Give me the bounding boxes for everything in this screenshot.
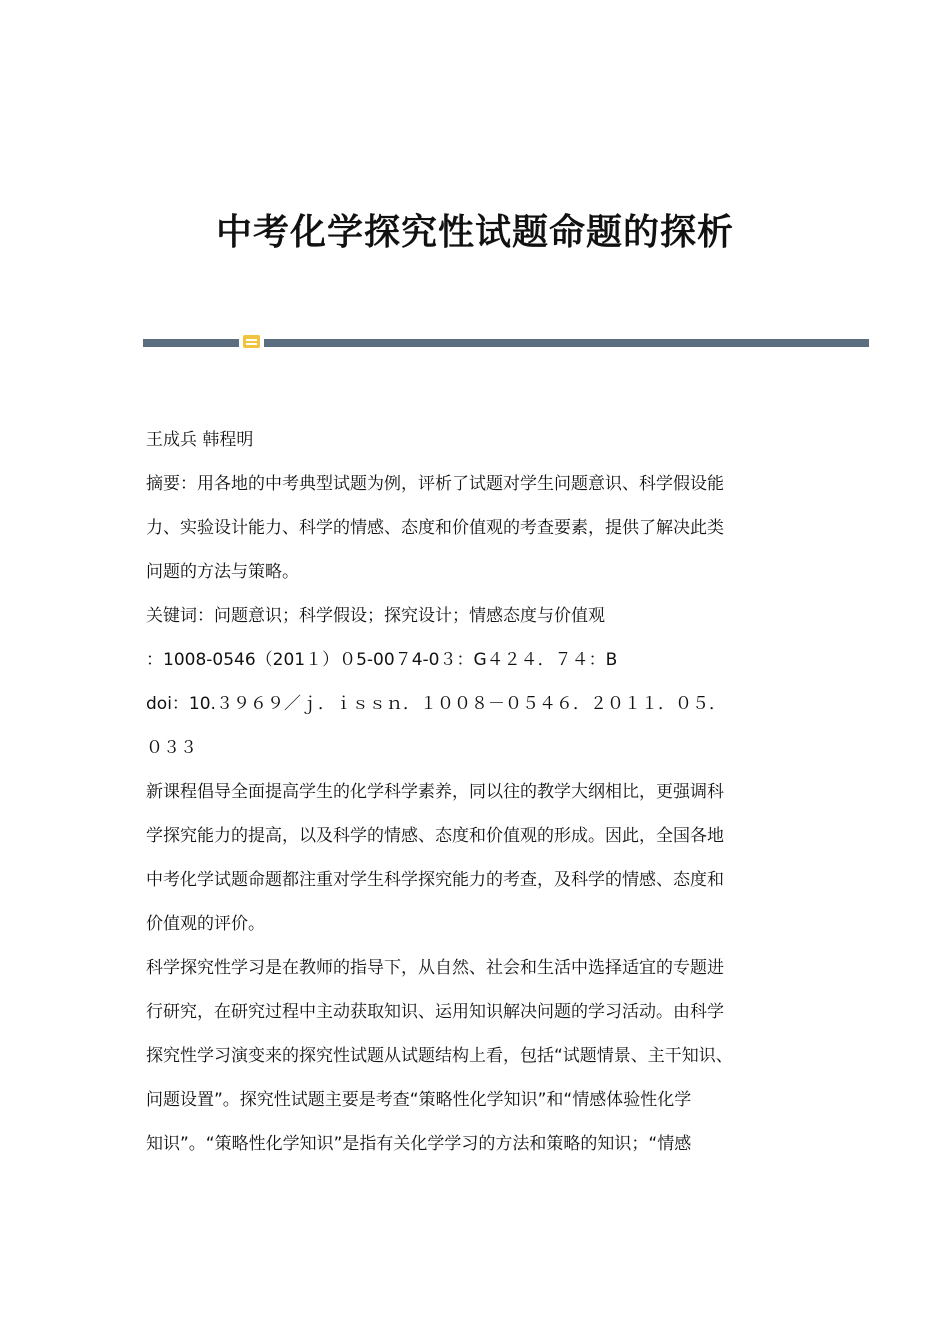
paragraph-line: 行研究，在研究过程中主动获取知识、运用知识解决问题的学习活动。由科学 [146,1002,724,1022]
authors: 王成兵 韩程明 [146,430,254,450]
article-body [146,418,806,1166]
paragraph-line: 知识”。“策略性化学知识”是指有关化学学习的方法和策略的知识；“情感 [146,1134,692,1154]
document-icon [243,335,260,348]
title-divider-left [143,339,239,347]
paragraph-line: 问题设置”。探究性试题主要是考查“策略性化学知识”和“情感体验性化学 [146,1090,692,1110]
abstract-line: 摘要：用各地的中考典型试题为例，评析了试题对学生问题意识、科学假设能 [146,474,724,494]
abstract-line: 问题的方法与策略。 [146,562,299,582]
paragraph-line: 学探究能力的提高，以及科学的情感、态度和价值观的形成。因此，全国各地 [146,826,724,846]
abstract-line: 力、实验设计能力、科学的情感、态度和价值观的考查要素，提供了解决此类 [146,518,724,538]
doi-line: doi：10.３９６９／ｊ．ｉｓｓｎ．１００８－０５４６．２０１１．０５． [146,694,726,714]
paragraph-line: 价值观的评价。 [146,914,265,934]
paragraph-line: 中考化学试题命题都注重对学生科学探究能力的考查，及科学的情感、态度和 [146,870,724,890]
document-title: 中考化学探究性试题命题的探析 [215,211,734,253]
paragraph-line: 科学探究性学习是在教师的指导下，从自然、社会和生活中选择适宜的专题进 [146,958,724,978]
doi-line: ０３３ [146,738,197,758]
title-divider-right [264,339,869,347]
keywords-line: 关键词：问题意识；科学假设；探究设计；情感态度与价值观 [146,606,605,626]
paragraph-line: 探究性学习演变来的探究性试题从试题结构上看，包括“试题情景、主干知识、 [146,1046,733,1066]
classification-line: ：1008-0546（201１）０5-00７4-0３：G４２４．７４：B [146,650,618,670]
paragraph-line: 新课程倡导全面提高学生的化学科学素养，同以往的教学大纲相比，更强调科 [146,782,724,802]
